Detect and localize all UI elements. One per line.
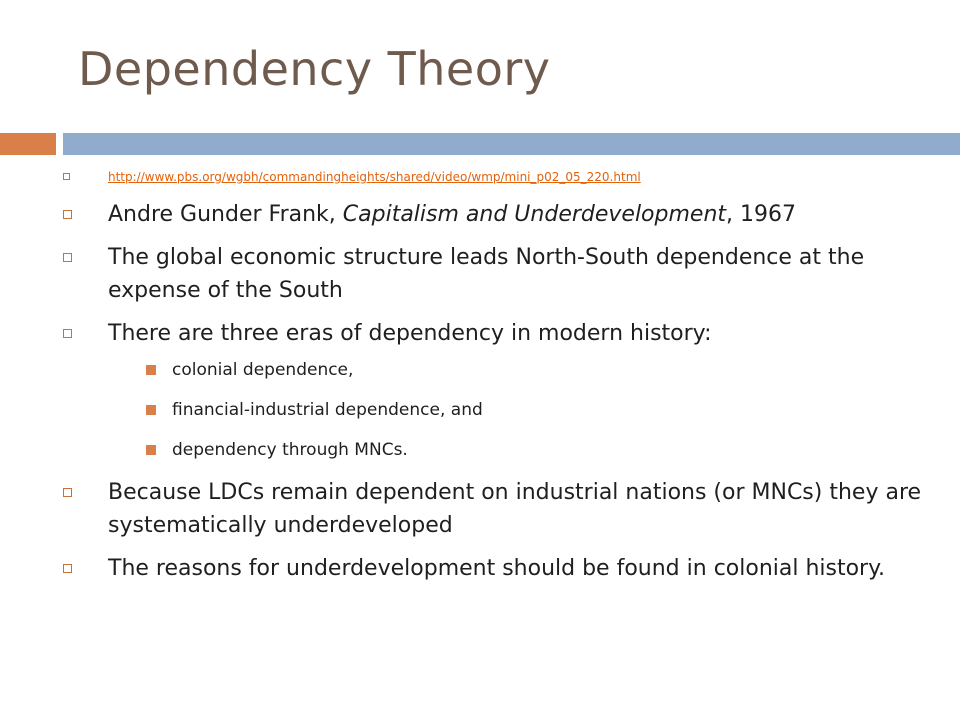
era-text: dependency through MNCs. [172,440,408,460]
frank-year: , 1967 [726,202,797,227]
bullet-global-structure [58,241,938,307]
bullet-frank [58,198,938,231]
bullet-reasons [58,552,938,585]
frank-author: Andre Gunder Frank, [108,202,343,227]
era-text: colonial dependence, [172,360,354,380]
slide-body [58,168,938,595]
bullet-eras-text: There are three eras of dependency in modern history: [108,321,712,346]
era-list [58,356,938,464]
era-item [58,356,938,384]
bullet-three-eras [58,317,938,350]
era-item [58,396,938,424]
bullet-square-icon [63,488,72,497]
accent-bar-orange [0,133,56,155]
bullet-link [58,168,938,198]
bullet-ldcs [58,476,938,542]
accent-bar-blue [63,133,960,155]
era-item [58,436,938,464]
sub-bullet-square-icon [146,365,156,375]
bullet-global-text: The global economic structure leads North-South dependence at the expense of the South [108,245,865,303]
slide-title: Dependency Theory [78,42,551,96]
bullet-reasons-text: The reasons for underdevelopment should be found in colonial history. [108,556,885,581]
frank-book-title: Capitalism and Underdevelopment [342,202,727,227]
bullet-square-icon [63,329,72,338]
bullet-ldcs-text: Because LDCs remain dependent on industrial nations (or MNCs) they are systematically underdeveloped [108,480,922,538]
bullet-square-icon [63,173,70,180]
bullet-square-icon [63,253,72,262]
bullet-square-icon [63,564,72,573]
sub-bullet-square-icon [146,405,156,415]
sub-bullet-square-icon [146,445,156,455]
era-text: financial-industrial dependence, and [172,400,483,420]
pbs-video-link[interactable]: http://www.pbs.org/wgbh/commandingheights/shared/video/wmp/mini_p02_05_220.html [108,170,641,184]
bullet-square-icon [63,210,72,219]
